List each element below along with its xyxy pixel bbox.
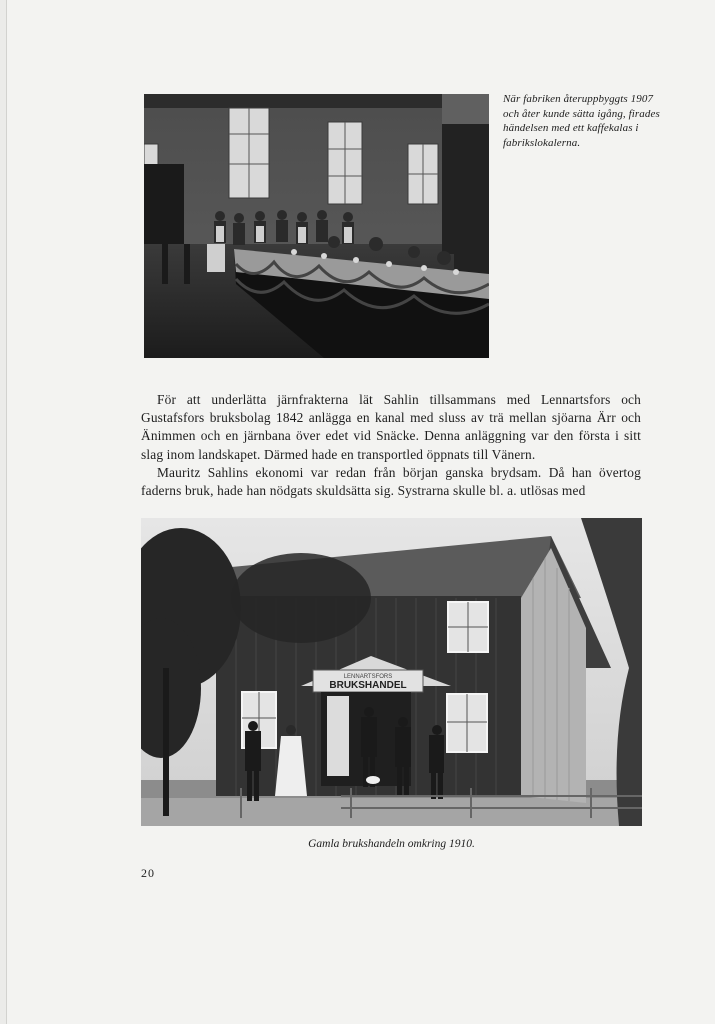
- factory-photo-caption: När fabriken återuppbyggts 1907 och åter kunde sätta igång, firades händelsen med ett kaffekalas i fabrikslokalerna.: [503, 93, 660, 149]
- paragraph-economy: Mauritz Sahlins ekonomi var redan från början ganska brydsam. Då han övertog faderns bruk, hade han nödgats skuldsätta sig. Systrarna skulle bl. a. utlösas med: [141, 464, 641, 499]
- shop-photo-caption: Gamla brukshandeln omkring 1910.: [308, 838, 475, 850]
- page: [6, 0, 715, 1024]
- factory-coffee-party-photo: [144, 94, 489, 358]
- paragraph-canal: För att underlätta järnfrakterna lät Sahlin tillsammans med Lennartsfors och Gustafsfors bruksbolag 1842 anlägga en kanal med sluss av trä mellan sjöarna Ärr och Änimmen och en järnbana över edet vid Snäcke. Denna anläggning var den första i sitt slag inom landskapet. Därmed hade en transportled öppnats till Vänern.: [141, 392, 641, 462]
- shop-sign-text: BRUKSHANDEL: [329, 680, 407, 691]
- body-text: [141, 391, 641, 500]
- brukshandel-shop-photo: [141, 518, 642, 826]
- page-number: 20: [141, 866, 155, 880]
- shop-sign-top-text: LENNARTSFORS: [343, 674, 393, 680]
